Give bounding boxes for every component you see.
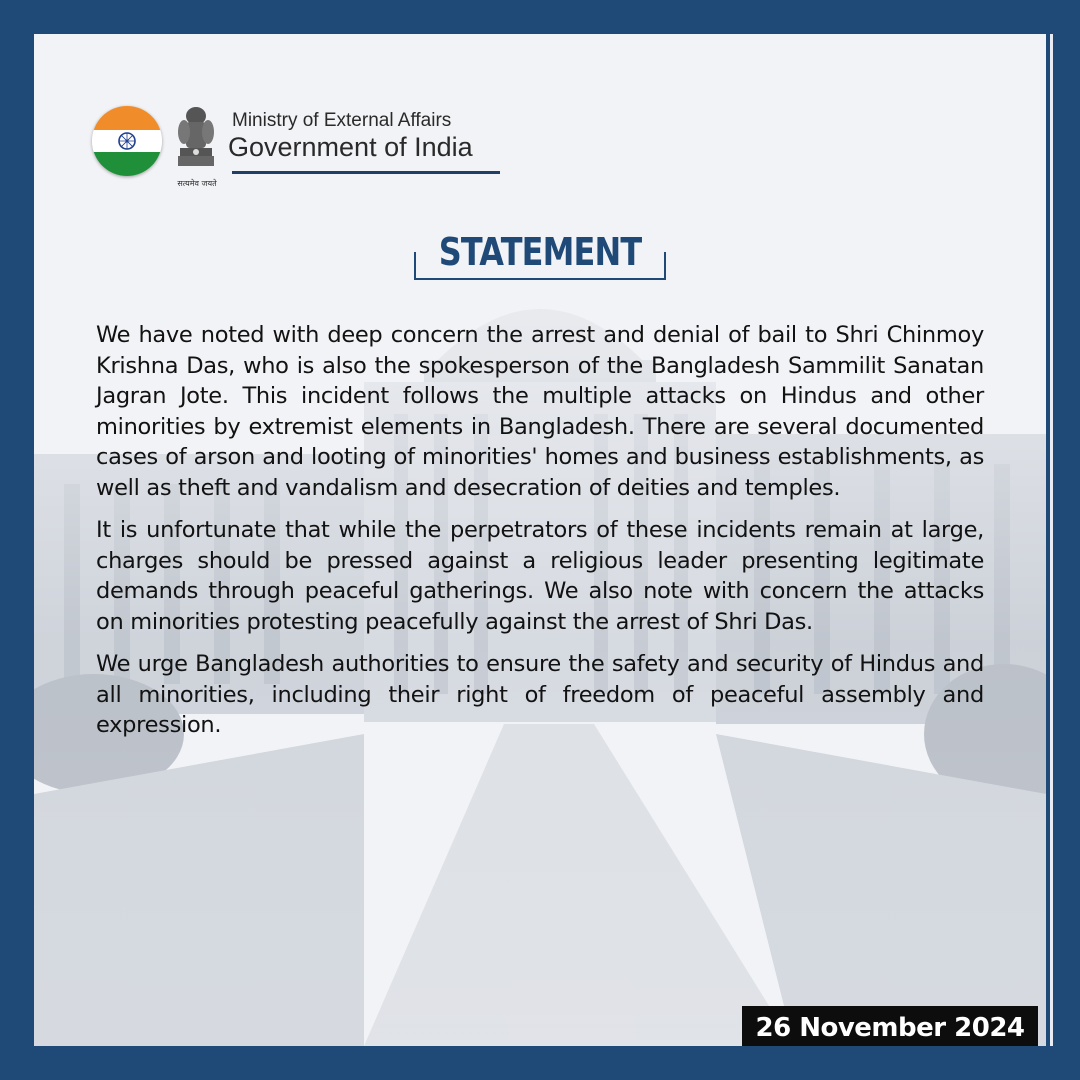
header-underline — [232, 171, 500, 174]
paragraph-3: We urge Bangladesh authorities to ensure the safety and security of Hindus and all minorities, including their right of freedom of peaceful assembly and expression. — [96, 651, 984, 738]
emblem-motto: सत्यमेव जयते — [177, 179, 217, 188]
ministry-header — [92, 104, 512, 194]
date-badge: 26 November 2024 — [742, 1006, 1038, 1046]
statement-body — [96, 320, 984, 753]
statement-heading — [414, 230, 666, 282]
ministry-name: Ministry of External Affairs — [232, 110, 452, 131]
paragraph-2: It is unfortunate that while the perpetrators of these incidents remain at large, charges should be pressed against a religious leader presenting legitimate demands through peaceful gatherings. We also note with concern the attacks on minorities protesting peacefully against the arrest of Shri Das. — [96, 517, 984, 635]
national-emblem-icon — [172, 104, 220, 186]
page-title: STATEMENT — [438, 230, 642, 274]
statement-card — [34, 34, 1046, 1046]
paragraph-1: We have noted with deep concern the arrest and denial of bail to Shri Chinmoy Krishna Das, who is also the spokesperson of the Bangladesh Sammilit Sanatan Jagran Jote. This incident follows the multiple attacks on Hindus and other minorities by extremist elements in Bangladesh. There are several documented cases of arson and looting of minorities' homes and business establishments, as well as theft and vandalism and desecration of deities and temples. — [96, 322, 984, 501]
india-flag-icon — [92, 106, 162, 176]
frame-edge-line — [1050, 34, 1053, 1046]
government-name: Government of India — [228, 132, 473, 162]
